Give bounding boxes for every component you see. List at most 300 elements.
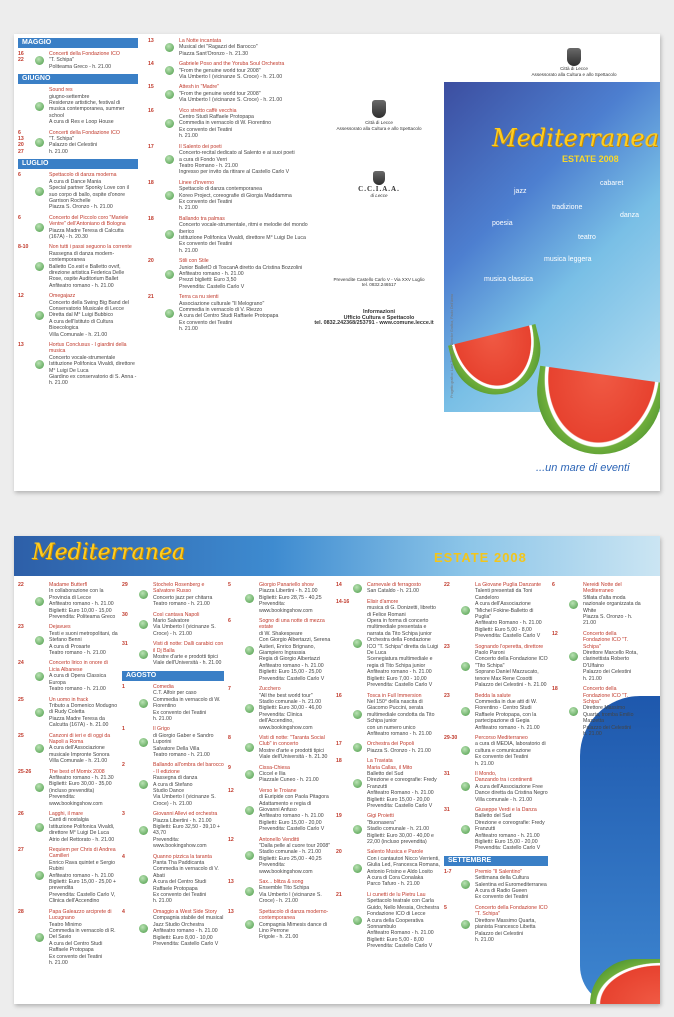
event-date: 18 [148, 179, 154, 186]
event-entry [228, 686, 332, 731]
event-entry [18, 660, 118, 692]
event-badge-icon [35, 783, 44, 792]
event-title: Canzoni di ieri e di oggi da Napoli a Roma [49, 732, 111, 745]
event-entry [552, 582, 642, 627]
lecce-crest-icon [372, 100, 386, 118]
event-date: 6 13 20 27 [18, 129, 24, 155]
event-badge-icon [35, 823, 44, 832]
event-date: 6 [18, 214, 21, 221]
event-badge-icon [35, 708, 44, 717]
event-entry [18, 697, 118, 729]
event-badge-icon [245, 646, 254, 655]
event-date: 6 [228, 618, 231, 625]
cover-estate: ESTATE 2008 [562, 154, 619, 164]
event-title: Sognando l'operetta, direttore [475, 643, 544, 650]
event-date: 8 [228, 734, 231, 741]
event-title: Cissa-Chiesa [259, 764, 290, 771]
event-badge-icon [139, 699, 148, 708]
event-details: di W. Shakespeare Con Giorgio Albertazzi, Serena Autieri, Enrico Brignano, Giampiero Ingrassia Regia di Giorgio Albertazzi Anfiteatro romano - h. 21.00 Biglietti: Euro 15,00 - 25,00 Prevendita: Castello Carlo V [259, 630, 331, 682]
event-date: 23 [444, 643, 450, 650]
event-badge-icon [245, 920, 254, 929]
event-details: Rassegna di danza A cura di Stefano Studio Dance Via Umberto I (vicinanze S. Croce) - h. 21.00 [153, 775, 216, 807]
event-title: Concerti della Fondazione ICO [49, 129, 120, 136]
event-badge-icon [35, 56, 44, 65]
event-entry [148, 84, 308, 103]
event-title: Stochelo Rosenberg e Salvatore Russo [153, 582, 205, 595]
event-badge-icon [245, 887, 254, 896]
event-title: Gabriele Poso and the Yoruba Soul Orchestra [179, 61, 285, 68]
event-details: a cura di MEDIA, laboratorio di cultura e comunicazione Ex convento dei Teatini h. 21.00 [475, 741, 546, 767]
event-title: Giorgio Panariello show [259, 582, 314, 588]
event-date: 28 [18, 908, 24, 915]
event-title: Concerto della Fondazione ICO "T. Schipa" [475, 904, 548, 918]
event-details: Mostre d'arte e prodotti tipici Viale dell'Università - h. 21.30 [259, 747, 328, 761]
event-date: 22 [444, 582, 450, 588]
event-title: Orchestra dei Popoli [367, 741, 414, 748]
event-title: Visti di notte: "Taranta Social Club" in concerto [259, 734, 325, 748]
event-entry [228, 582, 332, 614]
event-entry [148, 38, 308, 57]
event-date: 5 [228, 582, 231, 588]
event-badge-icon [165, 155, 174, 164]
inside-schedule [14, 576, 660, 1004]
event-title: Stili con Stile [179, 258, 209, 265]
inside-column-4 [336, 582, 440, 954]
event-badge-icon [35, 744, 44, 753]
event-details: Canti di nostalgia Istituzione Polifonica Vivaldi, direttore M° Luigi De Luca Atrio del Rettorato - h. 21.00 [49, 817, 115, 843]
event-title: Giuseppe Verdi e la Danza [475, 807, 537, 813]
event-badge-icon [35, 597, 44, 606]
event-title: Bedda la salute [475, 692, 511, 699]
event-badge-icon [461, 606, 470, 615]
genre-tradizione: tradizione [552, 204, 583, 211]
event-details: Concerto jazz per chitarra Teatro romano - h. 21.00 [153, 594, 213, 608]
event-details: Panta Tha Paddicanta Commedia in vernacolo di V. Abati A cura del Centro Studi Raffaele Protopapa Ex convento dei Teatini h. 21.00 [153, 860, 219, 905]
event-details: Direttore Massimo Quarta, pianista Francesco Libetta Palazzo dei Celestini h. 21.00 [475, 917, 536, 943]
event-badge-icon [245, 704, 254, 713]
event-title: Comedia [153, 683, 174, 690]
event-details: "All the best world tour" Stadio comunale - h. 21.00 Biglietti: Euro 30,00 - 46,00 Prevendita: Clinica dell'Accendino, www.bookingshow.com [259, 692, 322, 731]
event-badge-icon [139, 650, 148, 659]
event-badge-icon [165, 43, 174, 52]
event-badge-icon [35, 672, 44, 681]
event-details: Mario Salvatore Via Umberto I (vicinanze S. Croce) - h. 21.00 [153, 618, 216, 637]
event-title: Nereidi Notte del Mediterraneo [583, 582, 622, 595]
event-entry [122, 684, 224, 722]
event-date: 6 [18, 172, 21, 179]
event-details: Talenti presentati da Toni Candeloro A cura dell'Associazione "Michel Fokine-Balletto di Puglia" Anfiteatro Romano - h. 21.00 Biglietti: Euro 5,00 - 8,00 Prevendita: Castello Carlo V [475, 588, 542, 640]
event-entry [228, 765, 332, 784]
event-title: Un uomo in frack [49, 696, 89, 703]
event-date [18, 87, 34, 125]
event-title: Percorso Mediterraneo [475, 734, 528, 741]
event-details: Associazione culturale "Il Melograno" Commedia in vernacolo di V. Riezzo A cura del Centro Studi Raffaele Protopapa Ex convento dei Teatini h. 21.00 [179, 300, 279, 333]
event-details: Piazza Madre Teresa di Calcutta (167A) - h. 20.30 [49, 227, 124, 240]
event-entry [18, 769, 118, 807]
event-entry [228, 909, 332, 941]
event-title: Il Mondo, Danzando tra i continenti [475, 770, 533, 784]
event-date: 13 [228, 908, 234, 915]
genre-musica-leggera: musica leggera [544, 256, 592, 263]
event-title: Concerto della Fondazione ICO "T. Schipa" [583, 630, 629, 650]
event-badge-icon [165, 119, 174, 128]
event-details: Compagnia stabile del musical Jazz Studio Orchestra Anfiteatro romano - h. 21.00 Biglietti: Euro 8,00 - 10,00 Prevendita: Castello Carlo V [153, 915, 224, 947]
event-entry [18, 51, 138, 70]
inside-column-3 [228, 582, 332, 945]
event-details: Spettacolo di danza contemporanea Koreo Project, coreografie di Giorgia Maddamma Ex convento dei Teatini h. 21.00 [179, 186, 292, 212]
event-badge-icon [245, 806, 254, 815]
event-date: 16 22 [18, 51, 24, 64]
month-header-settembre: SETTEMBRE [444, 856, 548, 866]
event-details: Teatro Minimo Commedia in vernacolo di R. Del Savio A cura del Centro Studi Raffaele Protopapa Ex convento dei Teatini h. 21.00 [49, 921, 116, 966]
event-details: Concerto vocale-strumentale, ritmi e melodie del mondo iberico Istituzione Polifonica Vivaldi, direttore M° Luigi De Luca Ex convento dei Teatini h. 21.00 [179, 222, 308, 254]
event-details: Commedia in due atti di W. Fiorentino - Centro Studi Raffaele Protopapa, con la partecipazione di Gegia Anfiteatro romano - h. 21.00 [475, 698, 540, 731]
event-entry [122, 582, 224, 608]
cover-city-block [524, 48, 624, 77]
event-title: Premio "Il Salentino" [475, 868, 523, 875]
event-title: Salento Musica e Parole [367, 849, 424, 856]
event-date: 21 [148, 294, 154, 301]
event-badge-icon [35, 871, 44, 880]
month-header-giugno: GIUGNO [18, 74, 138, 84]
genre-danza: danza [620, 212, 640, 219]
event-date: 7 [228, 686, 231, 693]
event-date: 23 [18, 624, 24, 631]
event-date: 26 [18, 811, 24, 817]
event-entry [148, 180, 308, 212]
event-details: Balletto del Sud Direzione e coreografie: Fredy Franzutti Anfiteatro Romano - h. 21.00 Biglietti: Euro 15,00 - 20,00 Prevendita: Castello Carlo V [367, 770, 437, 809]
event-date: 12 [228, 836, 234, 843]
event-title: Così cantava Napoli [153, 611, 200, 618]
event-badge-icon [353, 825, 362, 834]
event-title: Spettacolo di danza moderna [49, 172, 117, 179]
event-title: Concerto della Fondazione ICO "T. Schipa" [583, 686, 629, 705]
event-badge-icon [245, 594, 254, 603]
event-date: 19 [336, 813, 342, 820]
event-badge-icon [165, 66, 174, 75]
event-date: 5 [444, 904, 447, 911]
inside-title: Mediterranea [32, 540, 185, 565]
event-entry [444, 644, 548, 689]
event-badge-icon [139, 620, 148, 629]
event-date: 15 [148, 84, 154, 91]
genre-poesia: poesia [492, 220, 513, 227]
event-entry [148, 61, 308, 80]
cciaa-crest-icon [373, 171, 385, 185]
event-title: Attesh in "Madre" [179, 84, 220, 91]
event-badge-icon [35, 311, 44, 320]
event-entry [228, 618, 332, 682]
event-date: 17 [148, 143, 154, 150]
event-date: 12 [228, 787, 234, 794]
event-title: Requiem per Chris di Andrea Camilleri [49, 847, 116, 860]
event-title: Non tutti i passi seguono la corrente [49, 244, 132, 251]
event-details: Piazza Libertini - h. 21.00 Biglietti: Euro 32,50 - 39,10 + 43,70 Prevendita: www.bookingshow.com [153, 817, 221, 850]
event-entry [552, 686, 642, 737]
cover-city-name: Città di Lecce [560, 66, 588, 71]
event-badge-icon [353, 710, 362, 719]
event-entry [148, 216, 308, 254]
event-details: Anfiteatro romano - h. 21.30 Biglietti: Euro 30,00 - 35,00 (incluso prevendita) Prevendita: www.bookingshow.com [49, 774, 114, 807]
event-entry [122, 811, 224, 849]
event-entry [228, 837, 332, 875]
event-details: Sfilata d'alta moda nazionale organizzata da White Piazza S. Oronzo - h. 21.00 [583, 594, 641, 627]
event-entry [336, 892, 440, 950]
event-title: Vico stretto caffè vecchia [179, 107, 237, 114]
event-details: di Euripide con Paola Pitagora Adattamento e regia di Giovanni Anfuso Anfiteatro romano - h. 21.00 Biglietti: Euro 15,00 - 20,00 Prevendita: Castello Carlo V [259, 794, 329, 833]
inside-column-5 [444, 582, 548, 947]
event-badge-icon [245, 770, 254, 779]
event-details: "Buonasera" Stadio comunale - h. 21.00 Biglietti: Euro 30,00 - 40,00 e 22,00 (incluso prevendita) [367, 819, 434, 846]
event-entry [122, 909, 224, 947]
event-entry [336, 849, 440, 887]
event-badge-icon [35, 102, 44, 111]
event-date: 4 [122, 853, 125, 860]
event-title: Linee d'inverno [179, 179, 215, 186]
event-details: Concerto della Swing Big Band del Conservatorio Musicale di Lecce Diretta dal M° Luigi Bubbico A cura dell'Istituto di Cultura Bioecologica Villa Comunale - h. 21.00 [49, 299, 129, 338]
event-badge-icon [461, 782, 470, 791]
event-entry [148, 258, 308, 290]
event-badge-icon [353, 779, 362, 788]
month-header-maggio: MAGGIO [18, 38, 138, 48]
event-date: 25 [18, 696, 24, 703]
graphic-credits: Progetto grafico: Luca Trane - Art Director Grafica, Paolo Dell'Anna [450, 294, 454, 398]
event-date: 23 [444, 692, 450, 699]
event-title: Il Salento dei poeti [179, 143, 222, 150]
event-details: Piazza Libertini - h. 21.00 Biglietti: Euro 28,75 - 40,25 Prevendita: www.bookingshow.com [259, 588, 322, 614]
event-title: Carnevale di ferragosto [367, 582, 421, 588]
event-title: Dejavues [49, 624, 71, 631]
event-title: Hortus Conclusus - I giardini della musica [49, 342, 127, 355]
event-details: "Dalla pelle al cuore tour 2008" Stadio comunale - h. 21.00 Biglietti: Euro 25,00 - 40,25 Prevendita: www.bookingshow.com [259, 843, 331, 875]
event-details: A cura dell'Associazione musicale Impronte Sonora Villa Comunale - h. 21.00 [49, 745, 110, 765]
sponsor-panel [314, 34, 444, 491]
event-title: Elisir d'amore [367, 598, 399, 605]
event-details: Ensemble Tito Schipa Via Umberto I (vicinanze S. Croce) - h. 21.00 [259, 885, 322, 905]
event-entry [122, 641, 224, 667]
event-badge-icon [165, 191, 174, 200]
inside-estate: ESTATE 2008 [434, 550, 527, 565]
event-badge-icon [569, 600, 578, 609]
event-date: 18 [552, 686, 558, 693]
event-details: "From the genuine world tour 2008" Via Umberto I (vicinanze S. Croce) - h. 21.00 [179, 90, 283, 104]
event-title: The best of Momix 2008 [49, 768, 105, 775]
event-title: Spettacolo di danza moderno-contemporanea [259, 908, 329, 922]
city-name: Città di Lecce [365, 120, 393, 125]
event-date: 31 [444, 770, 450, 777]
event-details: C.T. Alfoir per caso Commedia in vernacolo di W. Fiorentino Ex convento dei Teatini h. 21.00 [153, 690, 221, 722]
event-title: Concerti della Fondazione ICO [49, 51, 120, 57]
event-title: Ballando all'ombra del barocco - II edizione [153, 762, 224, 775]
event-details: Concerto-recital dedicato al Salento e ai suoi poeti a cura di Fondo Verri Teatro Romano - h. 21.00 Ingresso per invito da ritirare al Castello Carlo V [179, 150, 295, 176]
event-title: La Notte incantata [179, 38, 222, 44]
event-date: 22 [18, 582, 24, 588]
event-details: Enrico Rava quintet e Sergio Rubini Anfiteatro romano - h. 21.00 Biglietti: Euro 15,00 - 25,00 + prevendita Prevendita: Castello Carlo V, Clinica dell'Accendino [49, 859, 117, 905]
event-details: Testi e suoni metropolitani, da Stefano Benni A cura di Prosarte Teatro romano - h. 21.00 [49, 630, 118, 657]
cover-assessorato: Assessorato alla Cultura e allo Spettacolo [531, 71, 617, 77]
event-details: musica di G. Donizetti, libretto di Felice Romani Opera in forma di concerto multimediale presentata e narrata da Tito Schipa junior Orchestra della Fondazione ICO "T. Schipa" diretta da Luigi De Luca Scenegiatura multimediale e regia di Tito Schipa junior Anfiteatro romano - h. 21.00 Biglietti: Euro 7,00 - 10,00 Prevendita: Castello Carlo V [367, 605, 439, 689]
event-title: Tosca in Full Immersion [367, 692, 422, 699]
info-office: Ufficio Cultura e Spettacolo [343, 314, 415, 321]
event-entry [18, 811, 118, 843]
event-badge-icon [35, 933, 44, 942]
prevendite-phone: tel. 0832.246517 [361, 282, 397, 288]
event-entry [18, 582, 118, 620]
event-title: Omegajazz [49, 293, 76, 300]
event-details: Spettacolo teatrale con Carla Guido, Nello Messia, Orchestra Fondazione ICO di Lecce A cura della Cooperativa Sonnambulo Anfiteatro Romano - h. 21.00 Biglietti: Euro 5,00 - 8,00 Prevendita: Castello Carlo V [367, 898, 440, 950]
event-entry [122, 726, 224, 758]
event-date: 8-10 [18, 244, 29, 251]
event-entry [18, 215, 138, 241]
cciaa-sub: di Lecce [370, 193, 388, 199]
event-details: Con i cantautori Nicco Verrienti, Giulia Led, Francesca Romana, Antonio Frisino e Aldo Losito A cura di Cora Conalaka Parco Tafuro - h. 21.00 [367, 855, 440, 888]
genre-jazz: jazz [514, 188, 527, 195]
event-badge-icon [461, 825, 470, 834]
event-date: 17 [336, 741, 342, 748]
event-details: Paolo Paroni Concerto della Fondazione ICO "Tito Schipa" Soprano Daniel Mazzucato, tenore Max Rene Cosotti Palazzo dei Celestini - h. 21.00 [475, 650, 548, 689]
event-entry [228, 735, 332, 761]
event-entry [228, 879, 332, 905]
event-title: Quanno pizzica la taranta [153, 853, 212, 860]
event-title: Concerto del Piccolo coro "Mariele Ventre" dell'Antoniano di Bologna [49, 214, 129, 228]
event-badge-icon [35, 636, 44, 645]
event-date: 13 [18, 342, 24, 349]
event-entry [552, 631, 642, 682]
event-date: 13 [148, 38, 154, 44]
event-entry [18, 244, 138, 289]
event-title: Antonello Venditti [259, 836, 300, 843]
event-title: La Giovane Puglia Danzante [475, 582, 542, 588]
event-date: 1 [122, 683, 125, 690]
prevendite-address: Prevendite Castello Carlo V - Via XXV Luglio [333, 276, 425, 282]
event-badge-icon [461, 880, 470, 889]
event-badge-icon [139, 924, 148, 933]
event-badge-icon [569, 707, 578, 716]
inside-column-2 [122, 582, 224, 951]
event-date: 1-7 [444, 868, 452, 875]
event-details: Concerto vocale-strumentale Istituzione Polifonica Vivaldi, direttore M° Luigi De Luca Giardino ex conservatorio di S. Anna - h. 21.00 [49, 354, 137, 387]
decorative-swimmer-shape [580, 696, 660, 1004]
event-date: 29 [122, 582, 128, 588]
event-entry [122, 612, 224, 638]
event-badge-icon [165, 230, 174, 239]
event-badge-icon [353, 584, 362, 593]
schedule-column-1 [18, 34, 138, 391]
inside-column-6 [552, 582, 642, 741]
genre-teatro: teatro [578, 234, 596, 241]
event-entry [444, 771, 548, 803]
event-details: Centro Studi Raffaele Protopapa Commedia in vernacolo di W. Fiorentino Ex convento dei Teatini h. 21.00 [179, 114, 271, 140]
event-title: Terra ca nu sienti [179, 294, 219, 301]
event-details: "T. Schipa" Politeama Greco - h. 21.00 [49, 57, 111, 70]
event-entry [336, 693, 440, 738]
event-details: Direttore Massimo Quarta, tromba Emilio Mazzetta Palazzo dei Celestini h. 21.00 [583, 705, 634, 737]
event-date: 27 [18, 847, 24, 854]
event-date: 12 [18, 293, 24, 300]
info-contact: tel. 0832.242368/253791 - www.comune.lecce.it [314, 320, 434, 327]
brochure-front [14, 34, 660, 491]
event-date: 2 [122, 762, 125, 769]
event-badge-icon [35, 138, 44, 147]
event-title: Sax... blitza & song [259, 879, 304, 886]
event-badge-icon [569, 652, 578, 661]
event-details: "From the genuine world tour 2008" Via Umberto I (vicinanze S. Croce) - h. 21.00 [179, 67, 283, 81]
event-details: Direttore Marcello Rota, clarinettista Roberto D'Ulfaino Palazzo dei Celestini h. 21.00 [583, 650, 638, 682]
event-date: 29-30 [444, 734, 458, 741]
event-title: Papa Galeazzo arciprete di Lucugnano [49, 908, 112, 922]
event-entry [336, 758, 440, 809]
watermelon-slice-icon [529, 366, 660, 463]
event-title: Il Grigo [153, 726, 170, 733]
event-badge-icon [353, 743, 362, 752]
event-entry [148, 294, 308, 332]
event-date: 14-16 [336, 598, 350, 605]
event-entry [122, 854, 224, 905]
event-date: 14 [336, 582, 342, 588]
event-entry [444, 693, 548, 731]
event-badge-icon [139, 590, 148, 599]
event-title: Sogno di una notte di mezza estate [259, 618, 325, 631]
month-header-luglio: LUGLIO [18, 159, 138, 169]
event-badge-icon [139, 738, 148, 747]
event-title: La Traviata Maria Callas, il Mito [367, 758, 413, 771]
event-entry [336, 582, 440, 595]
event-details: Nel 150° della nascita di Giacomo Puccini, serata multimediale condotta da Tito Schipa junior con un numero unico Anfiteatro romano - h. 21.00 [367, 698, 435, 737]
event-entry [18, 130, 138, 156]
event-date: 18 [336, 758, 342, 765]
event-badge-icon [461, 920, 470, 929]
event-date: 12 [552, 630, 558, 637]
event-date: 6 [552, 582, 555, 588]
event-entry [444, 735, 548, 767]
event-badge-icon [165, 90, 174, 99]
event-title: Li cunetti de lu Pietru Lau [367, 891, 426, 898]
event-title: Verso le Troiane [259, 787, 297, 794]
event-entry [336, 599, 440, 689]
inside-header-banner [14, 536, 660, 576]
event-details: San Cataldo - h. 21.00 [367, 588, 419, 595]
event-date: 4 [122, 908, 125, 915]
event-entry [18, 909, 118, 967]
event-title: Concerto lirico in onore di Licia Albanese [49, 660, 108, 673]
event-badge-icon [139, 780, 148, 789]
event-entry [228, 788, 332, 833]
event-date: 1 [122, 726, 125, 733]
event-details: giugno-settembre Residenze artistiche, festival di musica contemporanea, summer school A cura di Res e Loop House [49, 93, 125, 126]
event-entry [444, 582, 548, 640]
event-details: Rassegna di danza modern-contemporanea Balletto Co.esit e Balletto ovvif, direzione artistica Federica Delle Rose, ospite Auditorium Ballet Anfiteatro romano - h. 21.00 [49, 250, 125, 289]
event-title: Visti di notte: Dalli carabici con il Dj Balla [153, 641, 224, 654]
event-entry [336, 741, 440, 754]
event-details: A cura di Dance Mania Special partner Sponky Love con il suo corpo di ballo, ospite d'onore Garrison Rochelle Piazza S. Oronzo - h. 21.00 [49, 178, 129, 211]
event-details: Ciccel e Ilia Piazzale Cuneo - h. 21.00 [259, 770, 319, 784]
event-title: Giovanni Allevi ed orchestra [153, 811, 218, 818]
event-badge-icon [461, 662, 470, 671]
event-details: Junior BalletO di ToscanA diretto da Cristina Bozzolini Anfiteatro romano - h. 21.00 Prezzi biglietti: Euro 3,50 Prevendita: Castello Carlo V [179, 264, 303, 290]
event-entry [148, 108, 308, 140]
cover-tagline: ...un mare di eventi [536, 462, 630, 474]
event-badge-icon [139, 826, 148, 835]
event-details: Tributo a Domenico Modugno di Rudy Coletta Piazza Madre Teresa da Calcutta (167A) - h. 21.00 [49, 702, 118, 729]
event-details: Mostre d'arte e prodotti tipici Viale dell'Università - h. 21.00 [153, 654, 222, 667]
cover-title: Mediterranea [492, 124, 659, 152]
event-details: In collaborazione con la Provincia di Lecce Anfiteatro romano - h. 21.00 Biglietti: Euro 10,00 - 15,00 Prevendita: Politeama Greco [49, 588, 116, 621]
event-badge-icon [245, 743, 254, 752]
event-entry [18, 624, 118, 656]
event-title: Lagghi, il mare [49, 811, 84, 817]
event-date: 31 [444, 807, 450, 813]
event-title: Zucchero [259, 686, 281, 693]
